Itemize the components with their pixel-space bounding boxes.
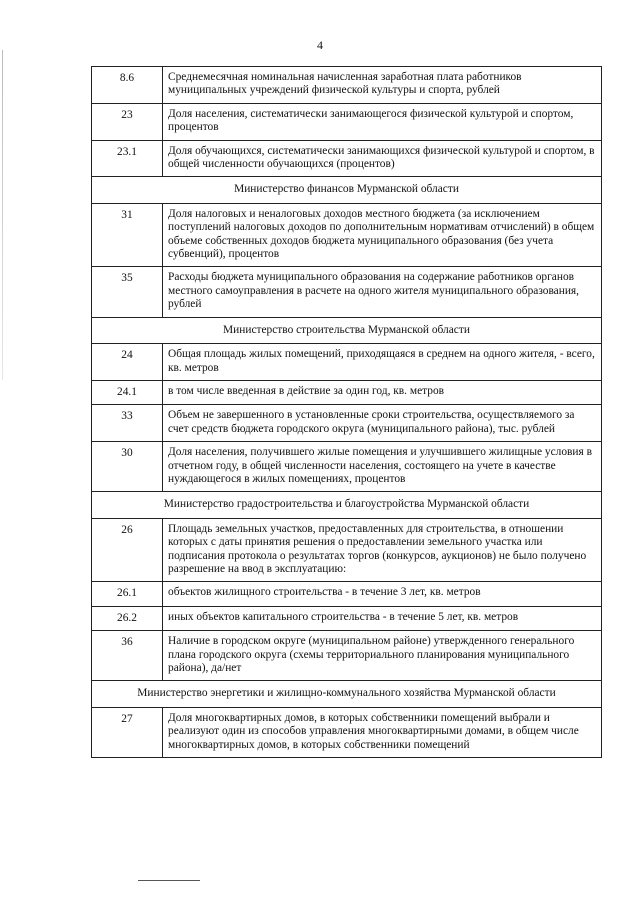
- table-row: [92, 380, 602, 404]
- table-row: [92, 518, 602, 582]
- section-header-row: [92, 681, 602, 707]
- section-title: Министерство строительства Мурманской области: [92, 317, 602, 343]
- table-row: [92, 707, 602, 757]
- indicator-number: 8.6: [92, 67, 163, 104]
- indicator-number: 36: [92, 631, 163, 681]
- indicator-number: 26.2: [92, 606, 163, 630]
- section-header-row: [92, 177, 602, 203]
- section-title: Министерство градостроительства и благоустройства Мурманской области: [92, 492, 602, 518]
- indicator-description: Доля обучающихся, систематически занимающихся физической культурой и спортом, в общей численности обучающихся (процентов): [163, 140, 602, 177]
- indicator-description: Наличие в городском округе (муниципальном районе) утвержденного генерального плана городского округа (схемы территориального планирования муниципального района), да/нет: [163, 631, 602, 681]
- table-row: [92, 631, 602, 681]
- table-row: [92, 140, 602, 177]
- indicator-number: 26.1: [92, 582, 163, 606]
- indicator-description: Объем не завершенного в установленные сроки строительства, осуществляемого за счет средств бюджета городского округа (муниципального района), тыс. рублей: [163, 405, 602, 442]
- indicator-number: 23.1: [92, 140, 163, 177]
- section-title: Министерство энергетики и жилищно-коммунального хозяйства Мурманской области: [92, 681, 602, 707]
- indicator-table-body: [92, 67, 602, 758]
- indicator-description: Среднемесячная номинальная начисленная заработная плата работников муниципальных учреждений физической культуры и спорта, рублей: [163, 67, 602, 104]
- indicator-description: Доля населения, систематически занимающегося физической культурой и спортом, процентов: [163, 103, 602, 140]
- indicator-description: Доля многоквартирных домов, в которых собственники помещений выбрали и реализуют один из способов управления многоквартирными домами, в общем числе многоквартирных домов, в которых собственники помещений: [163, 707, 602, 757]
- indicator-number: 30: [92, 442, 163, 492]
- table-row: [92, 267, 602, 317]
- indicator-description: Площадь земельных участков, предоставленных для строительства, в отношении которых с даты принятия решения о предоставлении земельного участка или подписания протокола о результатах торгов (конкурсов, аукционов) не было получено разрешение на ввод в эксплуатацию:: [163, 518, 602, 582]
- indicator-description: объектов жилищного строительства - в течение 3 лет, кв. метров: [163, 582, 602, 606]
- section-header-row: [92, 317, 602, 343]
- indicator-description: иных объектов капитального строительства - в течение 5 лет, кв. метров: [163, 606, 602, 630]
- indicator-description: Доля налоговых и неналоговых доходов местного бюджета (за исключением поступлений налоговых доходов по дополнительным нормативам отчислений) в общем объеме собственных доходов бюджета муниципального образования (без учета субвенций), процентов: [163, 203, 602, 267]
- indicator-number: 24.1: [92, 380, 163, 404]
- table-row: [92, 582, 602, 606]
- indicator-number: 23: [92, 103, 163, 140]
- table-row: [92, 344, 602, 381]
- table-row: [92, 103, 602, 140]
- indicator-description: Доля населения, получившего жилые помещения и улучшившего жилищные условия в отчетном году, в общей численности населения, состоящего на учете в качестве нуждающегося в жилых помещениях, процентов: [163, 442, 602, 492]
- table-row: [92, 606, 602, 630]
- section-header-row: [92, 492, 602, 518]
- section-title: Министерство финансов Мурманской области: [92, 177, 602, 203]
- table-row: [92, 405, 602, 442]
- table-row: [92, 203, 602, 267]
- footer-line: [138, 880, 200, 881]
- indicator-description: Общая площадь жилых помещений, приходящаяся в среднем на одного жителя, - всего, кв. метров: [163, 344, 602, 381]
- indicator-number: 27: [92, 707, 163, 757]
- page-number: 4: [317, 38, 323, 52]
- table-row: [92, 67, 602, 104]
- indicator-table: [91, 66, 602, 758]
- indicator-number: 24: [92, 344, 163, 381]
- indicator-number: 33: [92, 405, 163, 442]
- scan-edge-mark: [2, 50, 3, 380]
- indicator-number: 26: [92, 518, 163, 582]
- table-row: [92, 442, 602, 492]
- indicator-number: 35: [92, 267, 163, 317]
- indicator-number: 31: [92, 203, 163, 267]
- indicator-description: Расходы бюджета муниципального образования на содержание работников органов местного самоуправления в расчете на одного жителя муниципального образования, рублей: [163, 267, 602, 317]
- indicator-description: в том числе введенная в действие за один год, кв. метров: [163, 380, 602, 404]
